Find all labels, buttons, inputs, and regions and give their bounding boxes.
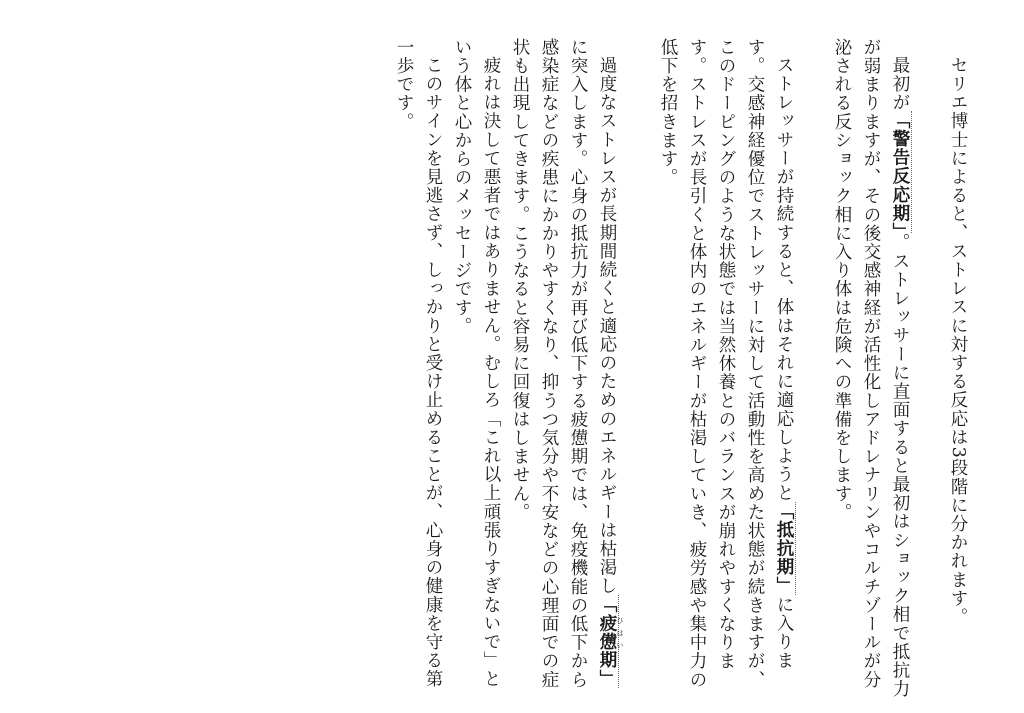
paragraph-closing: このサインを見逃さず、しっかりと受け止めることが、心身の健康を守る第一歩です。 <box>394 38 443 688</box>
paragraph-intro: セリエ博士によると、ストレスに対する反応は3段階に分かれます。 <box>948 55 968 626</box>
term-exhaustion-close: 期」 <box>597 650 617 688</box>
paragraph-resistance-body: に入ります。交感神経優位でストレッサーに対して活動性を高めた状態が続きますが、このドーピングのような状態では当然休養とのバランスが崩れやすくなります。ストレスが長引くと体内のエネルギーが枯渇していき、疲労感や集中力の低下を招きます。 <box>658 38 794 689</box>
paragraph-alarm-stage <box>827 38 914 706</box>
vertical-text-body <box>389 38 972 706</box>
term-alarm-reaction: 「警告反応期」 <box>890 111 910 233</box>
term-exhaustion-open: 「 <box>597 594 617 614</box>
paragraph-fatigue-message: 疲れは決して悪者ではありません。むしろ「これ以上頑張りすぎないで」という体と心からのメッセージです。 <box>452 38 501 688</box>
paragraph-exhaustion-body: に突入します。心身の抵抗力が再び低下する疲憊期では、免疫機能の低下から感染症などの疾患にかかりやすくなり、抑うつ気分や不安などの心理面での症状も出現してきます。こうなると容易に回復はしません。 <box>510 38 588 689</box>
term-exhaustion-base: 疲憊 <box>597 613 617 651</box>
term-exhaustion-ruby <box>597 613 624 651</box>
paragraph-alarm-lead: 最初が <box>890 55 910 112</box>
term-resistance: 「抵抗期」 <box>774 501 794 595</box>
paragraph-resistance-stage <box>653 38 798 706</box>
paragraph-exhaustion-lead: 過度なストレスが長期間続くと適応のためのエネルギーは枯渇し <box>597 55 617 595</box>
term-exhaustion <box>597 594 624 688</box>
paragraph-alarm-body: 。ストレッサーに直面すると最初はショック相で抵抗力が弱まりますが、その後交感神経が活性化しアドレナリンやコルチゾールが分泌される反ショック相に入り体は危険への準備をします。 <box>832 38 910 698</box>
paragraph-exhaustion-stage <box>505 38 624 706</box>
term-exhaustion-reading: ひはい <box>616 613 624 651</box>
paragraph-resistance-lead: ストレッサーが持続すると、体はそれに適応しようと <box>774 55 794 502</box>
